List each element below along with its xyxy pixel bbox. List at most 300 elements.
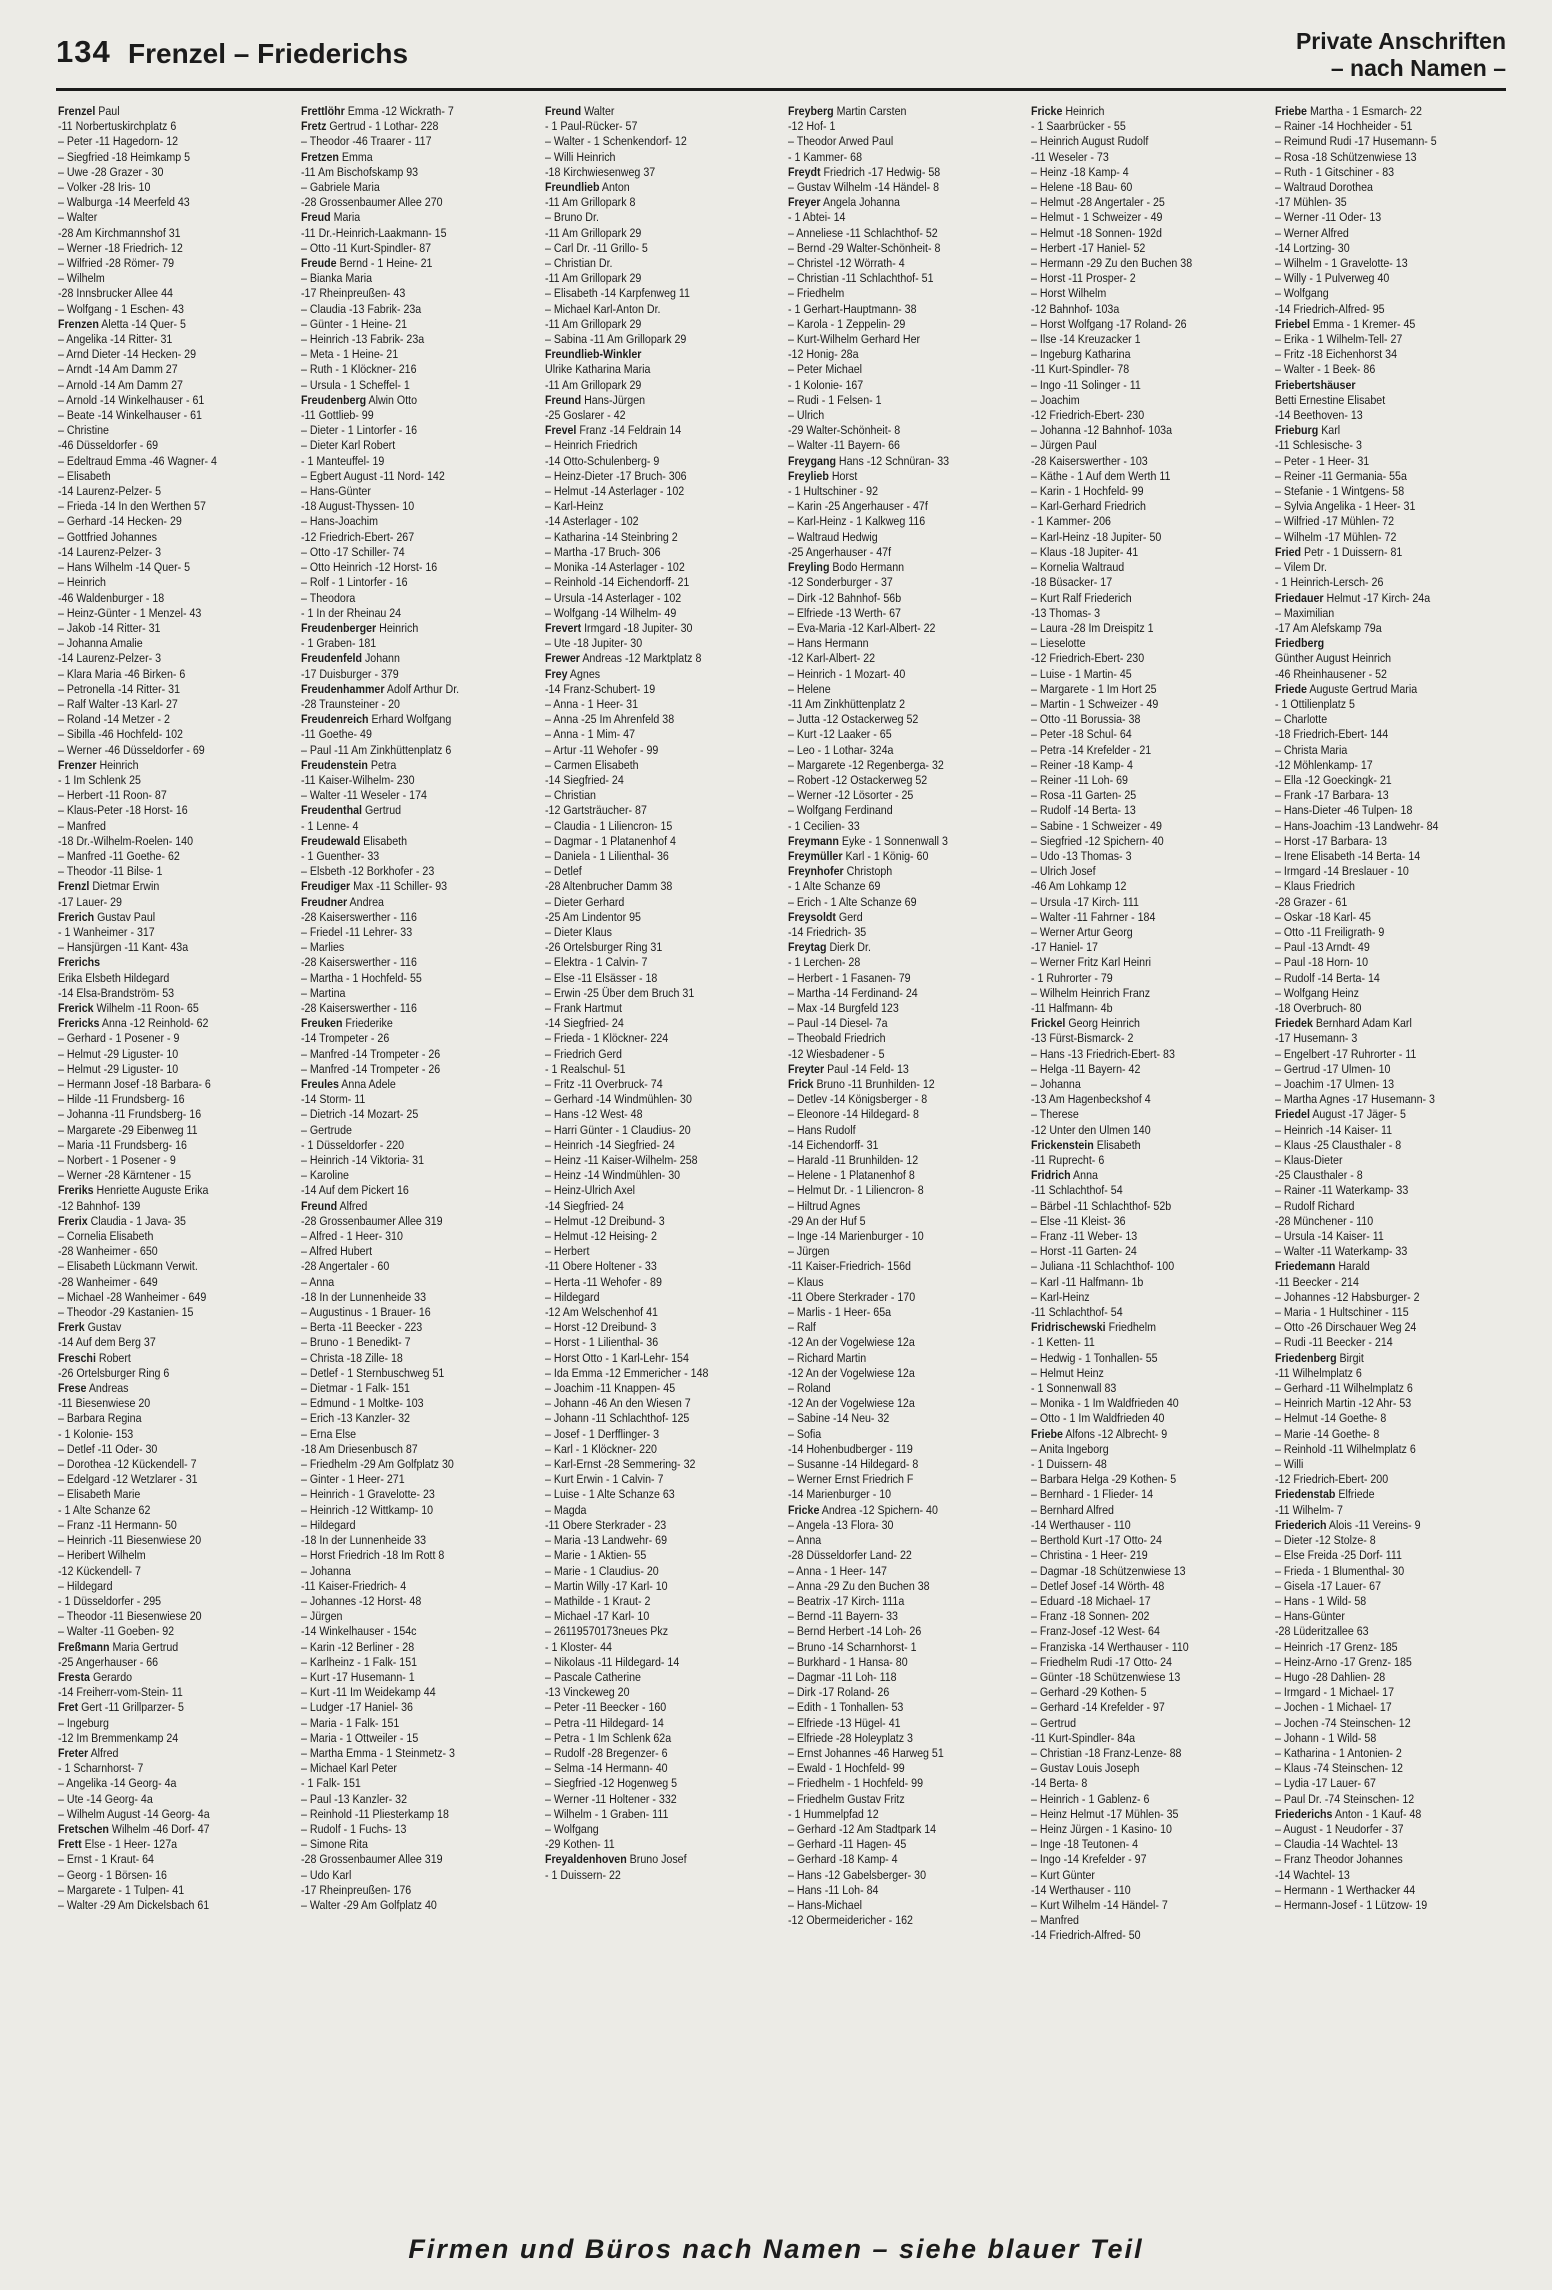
section-title bbox=[1296, 28, 1506, 82]
entry-line: – Wilhelm -17 Mühlen- 72 bbox=[1274, 529, 1397, 544]
entry-line: – Hilde -11 Frundsberg- 16 bbox=[58, 1092, 185, 1107]
surname: Friedel bbox=[1274, 1107, 1310, 1122]
entry-line: -28 Grazer - 61 bbox=[1274, 894, 1347, 909]
entry-line: – Wolfgang - 1 Eschen- 43 bbox=[58, 301, 184, 316]
entry-line: – Johanna bbox=[1031, 1077, 1082, 1091]
directory-entry bbox=[301, 621, 502, 636]
entry-line: - 1 Kolonie- 153 bbox=[58, 1426, 134, 1441]
entry-detail: Eyke - 1 Sonnenwall 3 bbox=[838, 833, 948, 848]
entry-line: – Friedhelm Gustav Fritz bbox=[787, 1791, 905, 1806]
entry-line: – Wolfgang Ferdinand bbox=[787, 803, 893, 818]
entry-line: – Heinrich August Rudolf bbox=[1031, 134, 1149, 149]
entry-line: – Jakob -14 Ritter- 31 bbox=[58, 620, 161, 635]
entry-line: – Ingeburg bbox=[58, 1715, 109, 1730]
entry-line: – Ulrich Josef bbox=[1031, 864, 1096, 879]
column-6 bbox=[1275, 104, 1476, 2208]
entry-line: – Manfred bbox=[58, 818, 106, 833]
entry-line: - 1 Manteuffel- 19 bbox=[301, 453, 385, 468]
entry-line: -17 Rheinpreußen- 43 bbox=[301, 286, 406, 301]
entry-line: – Friedhelm bbox=[787, 286, 845, 301]
surname: Freriks bbox=[58, 1183, 94, 1198]
entry-line: -28 Innsbrucker Allee 44 bbox=[58, 286, 173, 301]
entry-line: - 1 Hummelpfad 12 bbox=[787, 1806, 879, 1821]
directory-entry bbox=[301, 803, 502, 818]
directory-entry bbox=[58, 1183, 259, 1198]
entry-line: – Heinrich - 1 Gravelotte- 23 bbox=[301, 1487, 436, 1502]
entry-line: - 1 Falk- 151 bbox=[301, 1776, 362, 1791]
directory-entry bbox=[1031, 104, 1232, 119]
entry-line: -14 Elsa-Brandström- 53 bbox=[58, 985, 175, 1000]
surname: Frett bbox=[58, 1837, 82, 1852]
entry-line: – Burkhard - 1 Hansa- 80 bbox=[787, 1654, 908, 1669]
entry-line: – Rolf - 1 Lintorfer - 16 bbox=[301, 575, 408, 590]
directory-columns bbox=[58, 104, 1508, 2208]
surname: Freude bbox=[301, 256, 337, 271]
entry-line: – Bernd -29 Walter-Schönheit- 8 bbox=[787, 240, 941, 255]
entry-detail: Adolf Arthur Dr. bbox=[384, 681, 460, 696]
entry-line: – Erika - 1 Wilhelm-Tell- 27 bbox=[1274, 332, 1402, 347]
directory-entry bbox=[1275, 682, 1476, 697]
entry-line: – Reimund Rudi -17 Husemann- 5 bbox=[1274, 134, 1437, 149]
entry-line: – Martin - 1 Schweizer - 49 bbox=[1031, 696, 1159, 711]
entry-line: – Werner Fritz Karl Heinri bbox=[1031, 955, 1152, 970]
surname: Frevert bbox=[544, 620, 581, 635]
entry-line: -17 Mühlen- 35 bbox=[1274, 195, 1347, 210]
entry-line: -11 Obere Holtener - 33 bbox=[544, 1259, 657, 1274]
entry-line: – Harald -11 Brunhilden- 12 bbox=[787, 1153, 919, 1168]
directory-entry bbox=[58, 879, 259, 894]
entry-line: – Uwe -28 Grazer - 30 bbox=[58, 164, 164, 179]
entry-line: – Werner -11 Holtener - 332 bbox=[544, 1791, 677, 1806]
entry-line: – Klaus bbox=[787, 1274, 824, 1289]
entry-line: -14 Wachtel- 13 bbox=[1274, 1867, 1350, 1882]
entry-line: -12 Honig- 28a bbox=[787, 347, 859, 362]
surname: Freßmann bbox=[58, 1639, 110, 1654]
entry-detail: Claudia - 1 Java- 35 bbox=[87, 1213, 186, 1228]
entry-line: – Angelika -14 Georg- 4a bbox=[58, 1776, 177, 1791]
entry-line: – Frank Hartmut bbox=[544, 1000, 622, 1015]
entry-line: – Johannes -12 Habsburger- 2 bbox=[1274, 1289, 1420, 1304]
entry-line: – Franz Theodor Johannes bbox=[1274, 1852, 1403, 1867]
entry-detail: Maria bbox=[330, 210, 361, 225]
surname: Friebel bbox=[1274, 316, 1310, 331]
entry-detail: Elisabeth bbox=[1094, 1137, 1141, 1152]
directory-entry bbox=[788, 1077, 989, 1092]
entry-line: – Jochen - 1 Michael- 17 bbox=[1274, 1700, 1392, 1715]
entry-line: – Hildegard bbox=[544, 1289, 600, 1304]
entry-line: – Fritz -11 Overbruck- 74 bbox=[544, 1077, 663, 1091]
surname: Frewer bbox=[544, 651, 580, 666]
surname: Fricke bbox=[1031, 104, 1063, 118]
entry-line: – Petra - 1 Im Schlenk 62a bbox=[544, 1730, 671, 1745]
entry-line: -14 Werthauser - 110 bbox=[1031, 1882, 1132, 1897]
entry-line: - 1 Alte Schanze 69 bbox=[787, 879, 881, 894]
entry-line: – Werner -46 Düsseldorfer - 69 bbox=[58, 742, 205, 757]
entry-line: – Gerhard -12 Am Stadtpark 14 bbox=[787, 1821, 937, 1836]
entry-line: – Inge -14 Marienburger - 10 bbox=[787, 1229, 924, 1244]
entry-line: – Berta -11 Beecker - 223 bbox=[301, 1320, 423, 1335]
directory-entry bbox=[1031, 1427, 1232, 1442]
entry-line: - 1 Duissern- 22 bbox=[544, 1867, 621, 1882]
entry-line: – Martha Emma - 1 Steinmetz- 3 bbox=[301, 1745, 456, 1760]
entry-detail: Andreas -12 Marktplatz 8 bbox=[579, 651, 702, 666]
entry-line: – Franz -11 Hermann- 50 bbox=[58, 1517, 177, 1532]
entry-line: – Christian bbox=[544, 788, 596, 803]
entry-line: - 1 Cecilien- 33 bbox=[787, 818, 860, 833]
entry-line: - 1 Heinrich-Lersch- 26 bbox=[1274, 575, 1384, 590]
entry-line: - 1 Graben- 181 bbox=[301, 636, 377, 651]
entry-detail: Anna -12 Reinhold- 62 bbox=[99, 1016, 209, 1031]
directory-entry bbox=[545, 104, 746, 119]
entry-line: – 26119570173neues Pkz bbox=[544, 1624, 668, 1639]
entry-line: -12 Friedrich-Ebert- 200 bbox=[1274, 1472, 1388, 1487]
entry-line: – Katharina -14 Steinbring 2 bbox=[544, 529, 678, 544]
entry-line: – Werner -11 Oder- 13 bbox=[1274, 210, 1381, 225]
surname: Freter bbox=[58, 1745, 89, 1760]
entry-detail: Gertrud bbox=[362, 803, 402, 818]
entry-line: -12 Wiesbadener - 5 bbox=[787, 1046, 885, 1061]
entry-line: – Rainer -11 Waterkamp- 33 bbox=[1274, 1183, 1408, 1198]
entry-line: – Lydia -17 Lauer- 67 bbox=[1274, 1776, 1376, 1791]
entry-line: -13 Fürst-Bismarck- 2 bbox=[1031, 1031, 1134, 1046]
entry-line: – Gerhard -14 Windmühlen- 30 bbox=[544, 1092, 692, 1107]
entry-line: – Margarete -29 Eibenweg 11 bbox=[58, 1122, 198, 1137]
entry-line: – Kurt-Wilhelm Gerhard Her bbox=[787, 332, 921, 347]
entry-line: – Petra -11 Hildegard- 14 bbox=[544, 1715, 664, 1730]
entry-line: – Robert -12 Ostackerweg 52 bbox=[787, 772, 928, 787]
entry-line: – Egbert August -11 Nord- 142 bbox=[301, 468, 446, 483]
entry-line: – Rudolf -28 Bregenzer- 6 bbox=[544, 1745, 668, 1760]
entry-line: – Hildegard bbox=[58, 1578, 113, 1593]
surname: Freymann bbox=[787, 833, 839, 848]
entry-line: -18 Büsacker- 17 bbox=[1031, 575, 1113, 590]
surname: Fretzen bbox=[301, 149, 340, 164]
entry-line: – Mathilde - 1 Kraut- 2 bbox=[544, 1593, 651, 1608]
directory-entry bbox=[1275, 378, 1476, 393]
entry-line: – Ruth - 1 Gitschiner - 83 bbox=[1274, 164, 1394, 179]
entry-line: – Barbara Helga -29 Kothen- 5 bbox=[1031, 1472, 1177, 1487]
header-rule bbox=[56, 88, 1506, 91]
entry-line: – Walter - 1 Schenkendorf- 12 bbox=[544, 134, 687, 149]
entry-line: – Dieter Gerhard bbox=[544, 894, 625, 909]
entry-line: – Gerhard -11 Hagen- 45 bbox=[787, 1837, 907, 1852]
entry-line: – Augustinus - 1 Brauer- 16 bbox=[301, 1305, 432, 1320]
entry-line: -14 Marienburger - 10 bbox=[787, 1487, 892, 1502]
entry-line: – Walter -11 Waterkamp- 33 bbox=[1274, 1244, 1407, 1259]
entry-line: – Magda bbox=[544, 1502, 587, 1517]
entry-line: – Klaus-Peter -18 Horst- 16 bbox=[58, 803, 188, 818]
entry-line: – Helmut Dr. - 1 Liliencron- 8 bbox=[787, 1183, 924, 1198]
entry-line: – Ewald - 1 Hochfeld- 99 bbox=[787, 1761, 905, 1776]
entry-line: -28 Grossenbaumer Allee 319 bbox=[301, 1213, 443, 1228]
entry-line: – Rudolf -14 Berta- 13 bbox=[1031, 803, 1137, 818]
entry-line: – Helmut -28 Angertaler - 25 bbox=[1031, 195, 1166, 210]
entry-line: – Udo Karl bbox=[301, 1867, 352, 1882]
entry-line: -14 Werthauser - 110 bbox=[1031, 1517, 1132, 1532]
surname: Frenzl bbox=[58, 879, 90, 894]
directory-entry bbox=[58, 317, 259, 332]
entry-line: Betti Ernestine Elisabet bbox=[1274, 392, 1385, 407]
entry-line: – Heinrich -13 Fabrik- 23a bbox=[301, 332, 425, 347]
directory-entry bbox=[301, 150, 502, 165]
directory-entry bbox=[58, 758, 259, 773]
entry-line: – Dieter - 1 Lintorfer - 16 bbox=[301, 423, 418, 438]
entry-line: – Willy - 1 Pulverweg 40 bbox=[1274, 271, 1389, 286]
entry-line: – Theodor Arwed Paul bbox=[787, 134, 894, 149]
entry-detail: Horst bbox=[828, 468, 858, 483]
entry-line: – Marlies bbox=[301, 940, 345, 955]
entry-line: – Werner -28 Kärntener - 15 bbox=[58, 1168, 192, 1183]
surname: Frerick bbox=[58, 1000, 94, 1015]
entry-line: -14 Siegfried- 24 bbox=[544, 1016, 624, 1031]
entry-line: – Elsbeth -12 Borkhofer - 23 bbox=[301, 864, 435, 879]
entry-line: – Wolfgang -14 Wilhelm- 49 bbox=[544, 605, 676, 620]
entry-line: – Jürgen bbox=[301, 1609, 343, 1624]
entry-detail: August -17 Jäger- 5 bbox=[1309, 1107, 1406, 1122]
entry-line: – Karin - 1 Hochfeld- 99 bbox=[1031, 484, 1144, 499]
entry-line: -12 Friedrich-Ebert- 267 bbox=[301, 529, 415, 544]
entry-detail: Andreas bbox=[86, 1381, 129, 1396]
directory-entry bbox=[58, 1016, 259, 1031]
entry-line: – Helmut -14 Asterlager - 102 bbox=[544, 484, 684, 499]
entry-line: – Kurt -17 Husemann- 1 bbox=[301, 1669, 416, 1684]
entry-line: – Petra -14 Krefelder - 21 bbox=[1031, 742, 1152, 757]
entry-line: – Michael Karl Peter bbox=[301, 1761, 398, 1776]
entry-line: – Maria -11 Frundsberg- 16 bbox=[58, 1137, 187, 1152]
entry-detail: Heinrich bbox=[376, 620, 419, 635]
entry-detail: Friedrich -17 Hedwig- 58 bbox=[820, 164, 941, 179]
entry-line: -28 Am Kirchmannshof 31 bbox=[58, 225, 181, 240]
entry-detail: Harald bbox=[1335, 1259, 1370, 1274]
entry-line: – Dagmar - 1 Platanenhof 4 bbox=[544, 833, 676, 848]
surname: Freygang bbox=[787, 453, 836, 468]
entry-line: -12 Möhlenkamp- 17 bbox=[1274, 757, 1373, 772]
entry-detail: Heinrich bbox=[96, 757, 139, 772]
entry-line: -28 Düsseldorfer Land- 22 bbox=[787, 1548, 912, 1563]
entry-line: -12 An der Vogelwiese 12a bbox=[787, 1396, 915, 1411]
entry-line: – Irmgard - 1 Michael- 17 bbox=[1274, 1685, 1394, 1700]
directory-entry bbox=[1275, 1807, 1476, 1822]
surname: Fridrich bbox=[1031, 1168, 1071, 1183]
entry-line: – Ursula -17 Kirch- 111 bbox=[1031, 894, 1140, 909]
surname: Freudenthal bbox=[301, 803, 363, 818]
directory-entry bbox=[788, 195, 989, 210]
surname: Frerk bbox=[58, 1320, 85, 1335]
entry-line: – Werner -18 Friedrich- 12 bbox=[58, 240, 183, 255]
entry-line: – Anna -25 Im Ahrenfeld 38 bbox=[544, 712, 674, 727]
entry-line: – Therese bbox=[1031, 1107, 1080, 1122]
entry-detail: Alwin Otto bbox=[366, 392, 418, 407]
directory-entry bbox=[1275, 1259, 1476, 1274]
surname: Friebe bbox=[1274, 104, 1307, 118]
entry-line: – Maximilian bbox=[1274, 605, 1334, 620]
entry-detail: Maria Gertrud bbox=[109, 1639, 179, 1654]
surname: Freytag bbox=[787, 940, 827, 955]
entry-line: – Helmut -12 Heising- 2 bbox=[544, 1229, 657, 1244]
entry-line: – Jochen -74 Steinschen- 12 bbox=[1274, 1715, 1411, 1730]
directory-entry bbox=[788, 849, 989, 864]
entry-line: -14 Otto-Schulenberg- 9 bbox=[544, 453, 659, 468]
surname: Freyaldenhoven bbox=[544, 1852, 627, 1867]
entry-line: -11 Kaiser-Wilhelm- 230 bbox=[301, 772, 415, 787]
surname: Frericks bbox=[58, 1016, 100, 1031]
entry-line: – Dietmar - 1 Falk- 151 bbox=[301, 1381, 411, 1396]
entry-line: – Paul -13 Arndt- 49 bbox=[1274, 940, 1370, 955]
entry-detail: Martin Carsten bbox=[833, 104, 907, 118]
directory-entry bbox=[788, 469, 989, 484]
entry-line: – Rudi -11 Beecker - 214 bbox=[1274, 1335, 1393, 1350]
entry-line: – Ruth - 1 Klöckner- 216 bbox=[301, 362, 417, 377]
entry-line: – Hermann -29 Zu den Buchen 38 bbox=[1031, 256, 1193, 271]
entry-line: -14 Franz-Schubert- 19 bbox=[544, 681, 655, 696]
entry-line: -11 Wilhelm- 7 bbox=[1274, 1502, 1343, 1517]
surname: Freschi bbox=[58, 1350, 96, 1365]
entry-line: – Friedhelm - 1 Hochfeld- 99 bbox=[787, 1776, 924, 1791]
entry-line: – Heinz-Arno -17 Grenz- 185 bbox=[1274, 1654, 1412, 1669]
entry-line: – Katharina - 1 Antonien- 2 bbox=[1274, 1745, 1402, 1760]
directory-entry bbox=[788, 940, 989, 955]
entry-line: – Claudia -13 Fabrik- 23a bbox=[301, 301, 422, 316]
surname: Fresta bbox=[58, 1669, 90, 1684]
entry-line: – Josef - 1 Derfflinger- 3 bbox=[544, 1426, 659, 1441]
entry-line: – Rudolf - 1 Fuchs- 13 bbox=[301, 1821, 407, 1836]
entry-line: – Walter -11 Bayern- 66 bbox=[787, 438, 900, 453]
directory-entry bbox=[301, 879, 502, 894]
entry-line: – Manfred -14 Trompeter - 26 bbox=[301, 1061, 441, 1076]
entry-line: – Monika - 1 Im Waldfrieden 40 bbox=[1031, 1396, 1179, 1411]
entry-line: – Franz -18 Sonnen- 202 bbox=[1031, 1609, 1150, 1624]
entry-line: – Ginter - 1 Heer- 271 bbox=[301, 1472, 405, 1487]
entry-line: – Heinz-Ulrich Axel bbox=[544, 1183, 635, 1198]
entry-line: -28 Traunsteiner - 20 bbox=[301, 696, 401, 711]
entry-line: – Marie -14 Goethe- 8 bbox=[1274, 1426, 1379, 1441]
entry-line: – Ute -18 Jupiter- 30 bbox=[544, 636, 642, 651]
entry-line: – Ingo -14 Krefelder - 97 bbox=[1031, 1852, 1147, 1867]
surname: Freuken bbox=[301, 1016, 343, 1031]
entry-line: -26 Ortelsburger Ring 6 bbox=[58, 1365, 170, 1380]
directory-entry bbox=[1031, 1320, 1232, 1335]
entry-line: -12 Hof- 1 bbox=[787, 119, 836, 134]
entry-line: -25 Am Lindentor 95 bbox=[544, 909, 641, 924]
entry-line: – Johanna -12 Bahnhof- 103a bbox=[1031, 423, 1173, 438]
entry-line: – Franziska -14 Werthauser - 110 bbox=[1031, 1639, 1190, 1654]
entry-line: – Helmut -18 Sonnen- 192d bbox=[1031, 225, 1163, 240]
entry-line: - 1 Ruhrorter - 79 bbox=[1031, 970, 1114, 985]
entry-line: -11 Am Grillopark 29 bbox=[544, 316, 642, 331]
entry-line: – Waltraud Dorothea bbox=[1274, 180, 1373, 195]
entry-line: -14 Siegfried- 24 bbox=[544, 772, 624, 787]
entry-line: – Hans -12 West- 48 bbox=[544, 1107, 643, 1122]
entry-detail: Helmut -17 Kirch- 24a bbox=[1323, 590, 1430, 605]
entry-line: – Beate -14 Winkelhauser - 61 bbox=[58, 408, 202, 423]
directory-entry bbox=[545, 347, 746, 362]
entry-line: – Herta -11 Wehofer - 89 bbox=[544, 1274, 662, 1289]
directory-entry bbox=[788, 1503, 989, 1518]
entry-line: – Sylvia Angelika - 1 Heer- 31 bbox=[1274, 499, 1416, 514]
surname: Freudenfeld bbox=[301, 651, 363, 666]
entry-line: – Otto -11 Kurt-Spindler- 87 bbox=[301, 240, 432, 255]
directory-entry bbox=[58, 1214, 259, 1229]
entry-line: – Martha -17 Bruch- 306 bbox=[544, 544, 661, 559]
surname: Freyberg bbox=[787, 104, 834, 118]
entry-line: – Elfriede -28 Holeyplatz 3 bbox=[787, 1730, 913, 1745]
entry-line: – Monika -14 Asterlager - 102 bbox=[544, 560, 685, 575]
surname: Fretschen bbox=[58, 1821, 109, 1836]
surname: Fricke bbox=[787, 1502, 820, 1517]
entry-line: – Charlotte bbox=[1274, 712, 1327, 727]
entry-line: – Ralf Walter -13 Karl- 27 bbox=[58, 696, 178, 711]
surname: Friedauer bbox=[1274, 590, 1324, 605]
entry-detail: Emma -12 Wickrath- 7 bbox=[345, 104, 455, 118]
entry-line: – Edmund - 1 Moltke- 103 bbox=[301, 1396, 424, 1411]
entry-line: – Bärbel -11 Schlachthof- 52b bbox=[1031, 1198, 1172, 1213]
directory-entry bbox=[58, 1700, 259, 1715]
directory-entry bbox=[58, 1837, 259, 1852]
entry-line: – Horst -12 Dreibund- 3 bbox=[544, 1320, 657, 1335]
entry-line: -28 Lüderitzallee 63 bbox=[1274, 1624, 1369, 1639]
surname: Freudenreich bbox=[301, 712, 369, 727]
entry-line: - 1 Kloster- 44 bbox=[544, 1639, 612, 1654]
entry-line: - 1 Düsseldorfer - 295 bbox=[58, 1593, 162, 1608]
entry-line: -25 Angerhauser - 47f bbox=[787, 544, 892, 559]
entry-line: – Daniela - 1 Lilienthal- 36 bbox=[544, 848, 669, 863]
entry-line: – Erwin -25 Über dem Bruch 31 bbox=[544, 985, 694, 1000]
entry-line: -18 Overbruch- 80 bbox=[1274, 1000, 1362, 1015]
surname: Friebe bbox=[1031, 1426, 1064, 1441]
entry-line: – Heinrich -14 Viktoria- 31 bbox=[301, 1153, 425, 1168]
entry-line: – Detlef Josef -14 Wörth- 48 bbox=[1031, 1578, 1165, 1593]
entry-line: – Gerhard -14 Krefelder - 97 bbox=[1031, 1700, 1166, 1715]
entry-line: -26 Ortelsburger Ring 31 bbox=[544, 940, 662, 955]
directory-entry bbox=[545, 667, 746, 682]
entry-line: – Ute -14 Georg- 4a bbox=[58, 1791, 153, 1806]
entry-line: – Manfred -11 Goethe- 62 bbox=[58, 848, 180, 863]
entry-line: -11 Am Bischofskamp 93 bbox=[301, 164, 419, 179]
entry-line: - 1 Ketten- 11 bbox=[1031, 1335, 1096, 1350]
entry-line: -29 Walter-Schönheit- 8 bbox=[787, 423, 901, 438]
entry-line: -12 Unter den Ulmen 140 bbox=[1031, 1122, 1151, 1137]
entry-line: -11 Obere Sterkrader - 23 bbox=[544, 1517, 666, 1532]
entry-line: -29 An der Huf 5 bbox=[787, 1213, 866, 1228]
entry-detail: Christoph bbox=[843, 864, 893, 879]
entry-detail: Heinrich bbox=[1062, 104, 1105, 118]
entry-line: – Horst -11 Prosper- 2 bbox=[1031, 271, 1136, 286]
entry-line: – Jürgen Paul bbox=[1031, 438, 1098, 453]
entry-line: -14 Auf dem Pickert 16 bbox=[301, 1183, 410, 1198]
entry-line: – August - 1 Neudorfer - 37 bbox=[1274, 1821, 1404, 1836]
entry-line: -25 Clausthaler - 8 bbox=[1274, 1168, 1363, 1183]
entry-detail: Elisabeth bbox=[360, 833, 408, 848]
entry-line: - 1 Duissern- 48 bbox=[1031, 1457, 1108, 1472]
entry-line: – Kurt Günter bbox=[1031, 1867, 1096, 1882]
entry-line: – Horst -11 Garten- 24 bbox=[1031, 1244, 1138, 1259]
directory-entry bbox=[58, 1001, 259, 1016]
surname: Freules bbox=[301, 1077, 340, 1091]
entry-line: – Erich - 1 Alte Schanze 69 bbox=[787, 894, 917, 909]
directory-entry bbox=[301, 682, 502, 697]
entry-line: – Gustav Louis Joseph bbox=[1031, 1761, 1140, 1776]
entry-line: – Beatrix -17 Kirch- 111a bbox=[787, 1593, 905, 1608]
entry-line: – Horst - 1 Lilienthal- 36 bbox=[544, 1335, 658, 1350]
entry-line: - 1 Düsseldorfer - 220 bbox=[301, 1137, 405, 1152]
entry-line: – Dieter -12 Stolze- 8 bbox=[1274, 1533, 1376, 1548]
entry-line: – Karl-Heinz bbox=[1031, 1289, 1090, 1304]
entry-line: -11 Beecker - 214 bbox=[1274, 1274, 1359, 1289]
entry-line: -14 Friedrich- 35 bbox=[787, 924, 867, 939]
entry-detail: Alfred bbox=[88, 1745, 119, 1760]
entry-line: - 1 Wanheimer - 317 bbox=[58, 924, 155, 939]
directory-entry bbox=[1275, 1518, 1476, 1533]
